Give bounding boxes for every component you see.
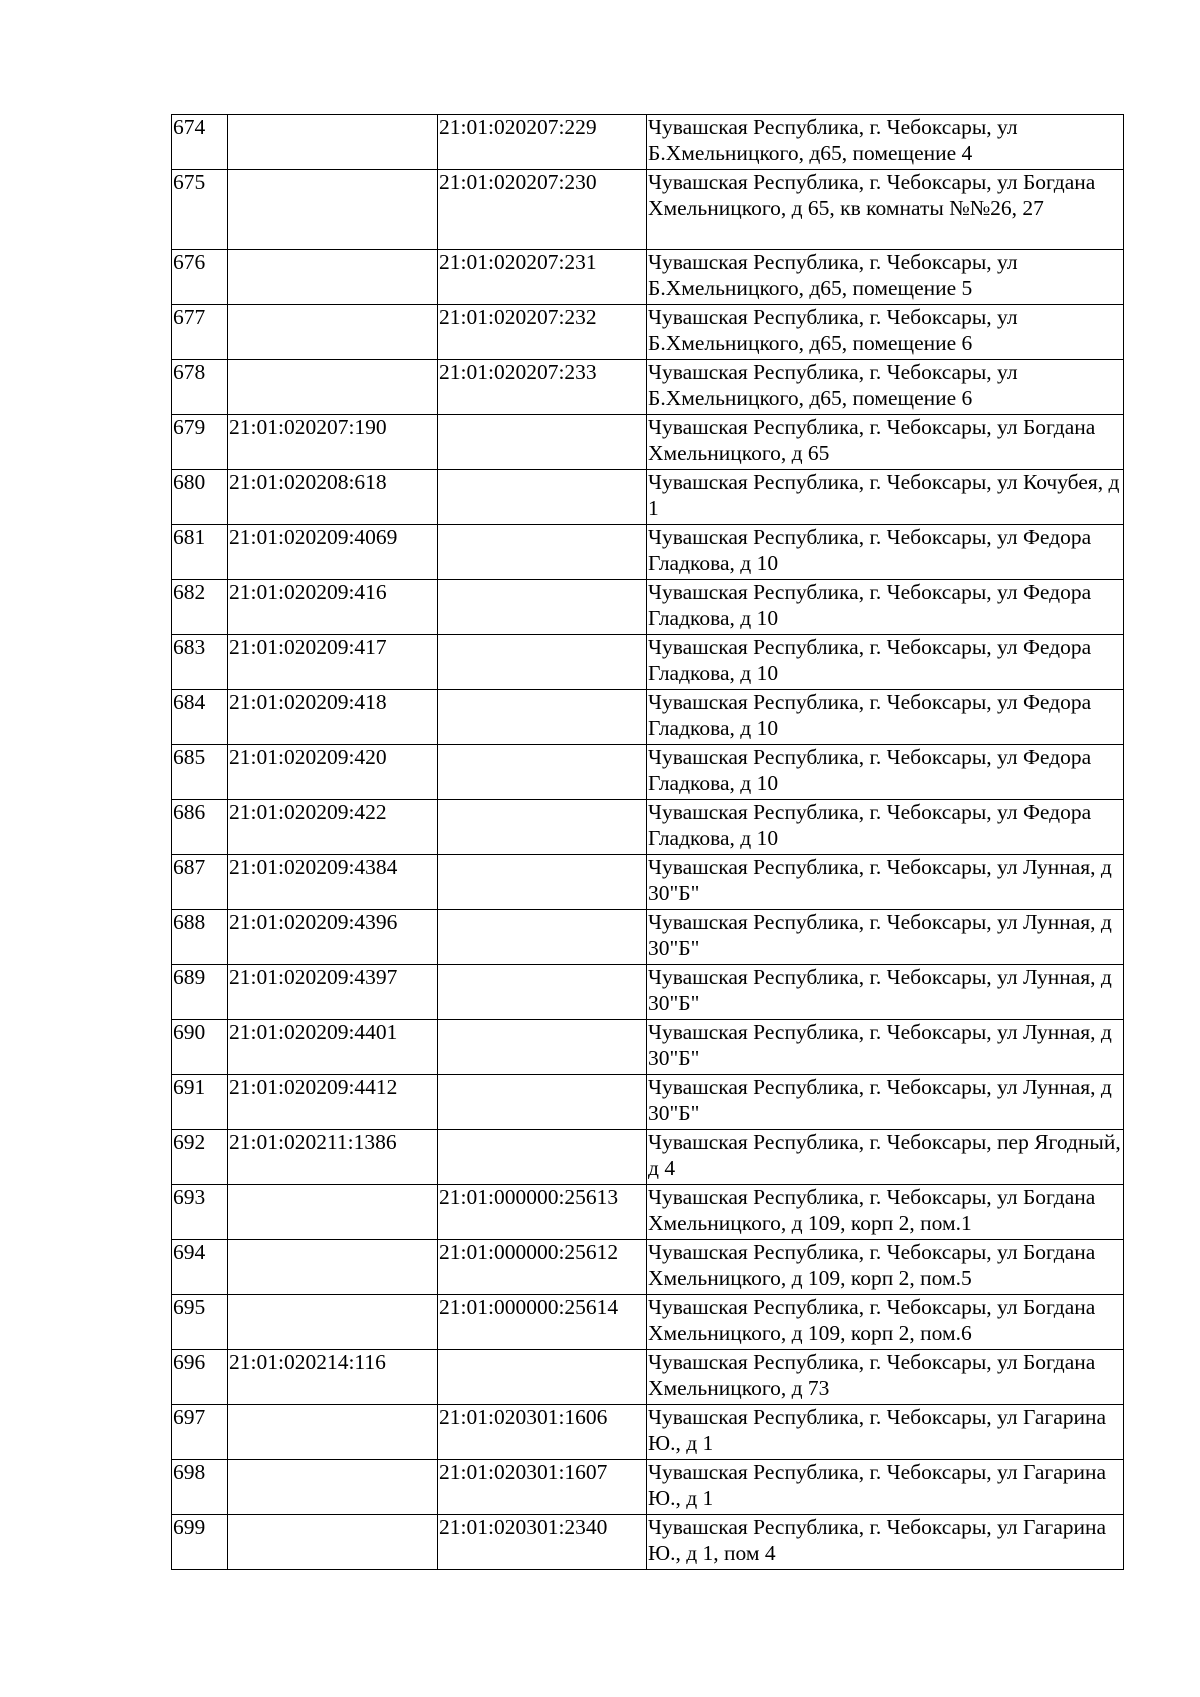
land-cadastral-number-cell: 21:01:020209:4397 bbox=[228, 965, 438, 1020]
address-cell: Чувашская Республика, г. Чебоксары, ул Богдана Хмельницкого, д 65 bbox=[647, 415, 1124, 470]
building-cadastral-number-cell bbox=[438, 580, 647, 635]
address-cell: Чувашская Республика, г. Чебоксары, ул Лунная, д 30"Б" bbox=[647, 855, 1124, 910]
land-cadastral-number-cell bbox=[228, 360, 438, 415]
building-cadastral-number-cell: 21:01:020207:233 bbox=[438, 360, 647, 415]
building-cadastral-number-cell bbox=[438, 855, 647, 910]
table-row bbox=[172, 360, 1124, 415]
land-cadastral-number-cell bbox=[228, 1185, 438, 1240]
table-row bbox=[172, 1350, 1124, 1405]
address-cell: Чувашская Республика, г. Чебоксары, ул Кочубея, д 1 bbox=[647, 470, 1124, 525]
building-cadastral-number-cell bbox=[438, 965, 647, 1020]
table-row bbox=[172, 745, 1124, 800]
table-row bbox=[172, 1295, 1124, 1350]
table-row bbox=[172, 855, 1124, 910]
land-cadastral-number-cell bbox=[228, 1460, 438, 1515]
building-cadastral-number-cell bbox=[438, 470, 647, 525]
building-cadastral-number-cell: 21:01:020207:231 bbox=[438, 250, 647, 305]
land-cadastral-number-cell: 21:01:020214:116 bbox=[228, 1350, 438, 1405]
building-cadastral-number-cell bbox=[438, 1020, 647, 1075]
table-row bbox=[172, 1130, 1124, 1185]
land-cadastral-number-cell: 21:01:020209:416 bbox=[228, 580, 438, 635]
registry-table-body bbox=[172, 115, 1124, 1570]
land-cadastral-number-cell: 21:01:020209:422 bbox=[228, 800, 438, 855]
address-cell: Чувашская Республика, г. Чебоксары, ул Гагарина Ю., д 1 bbox=[647, 1460, 1124, 1515]
address-cell: Чувашская Республика, г. Чебоксары, ул Федора Гладкова, д 10 bbox=[647, 745, 1124, 800]
building-cadastral-number-cell bbox=[438, 415, 647, 470]
building-cadastral-number-cell bbox=[438, 745, 647, 800]
building-cadastral-number-cell bbox=[438, 800, 647, 855]
land-cadastral-number-cell bbox=[228, 1515, 438, 1570]
row-number-cell: 675 bbox=[172, 170, 228, 250]
land-cadastral-number-cell: 21:01:020209:420 bbox=[228, 745, 438, 800]
row-number-cell: 699 bbox=[172, 1515, 228, 1570]
address-cell: Чувашская Республика, г. Чебоксары, ул Лунная, д 30"Б" bbox=[647, 965, 1124, 1020]
row-number-cell: 688 bbox=[172, 910, 228, 965]
table-row bbox=[172, 1020, 1124, 1075]
table-row bbox=[172, 635, 1124, 690]
address-cell: Чувашская Республика, г. Чебоксары, ул Богдана Хмельницкого, д 109, корп 2, пом.6 bbox=[647, 1295, 1124, 1350]
address-cell: Чувашская Республика, г. Чебоксары, ул Лунная, д 30"Б" bbox=[647, 910, 1124, 965]
address-cell: Чувашская Республика, г. Чебоксары, ул Богдана Хмельницкого, д 73 bbox=[647, 1350, 1124, 1405]
row-number-cell: 689 bbox=[172, 965, 228, 1020]
row-number-cell: 695 bbox=[172, 1295, 228, 1350]
table-row bbox=[172, 1515, 1124, 1570]
land-cadastral-number-cell: 21:01:020207:190 bbox=[228, 415, 438, 470]
building-cadastral-number-cell bbox=[438, 635, 647, 690]
address-cell: Чувашская Республика, г. Чебоксары, ул Б.Хмельницкого, д65, помещение 5 bbox=[647, 250, 1124, 305]
building-cadastral-number-cell: 21:01:020301:1606 bbox=[438, 1405, 647, 1460]
address-cell: Чувашская Республика, г. Чебоксары, ул Федора Гладкова, д 10 bbox=[647, 800, 1124, 855]
row-number-cell: 676 bbox=[172, 250, 228, 305]
building-cadastral-number-cell: 21:01:000000:25612 bbox=[438, 1240, 647, 1295]
land-cadastral-number-cell: 21:01:020209:4396 bbox=[228, 910, 438, 965]
address-cell: Чувашская Республика, г. Чебоксары, ул Лунная, д 30"Б" bbox=[647, 1020, 1124, 1075]
building-cadastral-number-cell: 21:01:020207:230 bbox=[438, 170, 647, 250]
land-cadastral-number-cell: 21:01:020209:4069 bbox=[228, 525, 438, 580]
building-cadastral-number-cell bbox=[438, 1075, 647, 1130]
table-row bbox=[172, 525, 1124, 580]
building-cadastral-number-cell: 21:01:020301:2340 bbox=[438, 1515, 647, 1570]
address-cell: Чувашская Республика, г. Чебоксары, ул Федора Гладкова, д 10 bbox=[647, 525, 1124, 580]
building-cadastral-number-cell bbox=[438, 525, 647, 580]
address-cell: Чувашская Республика, г. Чебоксары, ул Гагарина Ю., д 1, пом 4 bbox=[647, 1515, 1124, 1570]
address-cell: Чувашская Республика, г. Чебоксары, ул Богдана Хмельницкого, д 109, корп 2, пом.5 bbox=[647, 1240, 1124, 1295]
address-cell: Чувашская Республика, г. Чебоксары, ул Федора Гладкова, д 10 bbox=[647, 690, 1124, 745]
table-row bbox=[172, 580, 1124, 635]
property-registry-table bbox=[171, 114, 1124, 1570]
row-number-cell: 682 bbox=[172, 580, 228, 635]
row-number-cell: 683 bbox=[172, 635, 228, 690]
land-cadastral-number-cell bbox=[228, 1405, 438, 1460]
land-cadastral-number-cell bbox=[228, 305, 438, 360]
table-row bbox=[172, 305, 1124, 360]
row-number-cell: 685 bbox=[172, 745, 228, 800]
row-number-cell: 677 bbox=[172, 305, 228, 360]
row-number-cell: 680 bbox=[172, 470, 228, 525]
row-number-cell: 674 bbox=[172, 115, 228, 170]
row-number-cell: 693 bbox=[172, 1185, 228, 1240]
row-number-cell: 697 bbox=[172, 1405, 228, 1460]
table-row bbox=[172, 115, 1124, 170]
building-cadastral-number-cell: 21:01:000000:25613 bbox=[438, 1185, 647, 1240]
address-cell: Чувашская Республика, г. Чебоксары, ул Богдана Хмельницкого, д 65, кв комнаты №№26, 27 bbox=[647, 170, 1124, 250]
address-cell: Чувашская Республика, г. Чебоксары, пер Ягодный, д 4 bbox=[647, 1130, 1124, 1185]
building-cadastral-number-cell bbox=[438, 690, 647, 745]
row-number-cell: 694 bbox=[172, 1240, 228, 1295]
building-cadastral-number-cell bbox=[438, 910, 647, 965]
table-row bbox=[172, 1460, 1124, 1515]
land-cadastral-number-cell: 21:01:020209:4401 bbox=[228, 1020, 438, 1075]
table-row bbox=[172, 415, 1124, 470]
row-number-cell: 698 bbox=[172, 1460, 228, 1515]
table-row bbox=[172, 1405, 1124, 1460]
land-cadastral-number-cell: 21:01:020211:1386 bbox=[228, 1130, 438, 1185]
table-row bbox=[172, 1240, 1124, 1295]
address-cell: Чувашская Республика, г. Чебоксары, ул Гагарина Ю., д 1 bbox=[647, 1405, 1124, 1460]
row-number-cell: 696 bbox=[172, 1350, 228, 1405]
address-cell: Чувашская Республика, г. Чебоксары, ул Богдана Хмельницкого, д 109, корп 2, пом.1 bbox=[647, 1185, 1124, 1240]
row-number-cell: 687 bbox=[172, 855, 228, 910]
row-number-cell: 679 bbox=[172, 415, 228, 470]
table-row bbox=[172, 470, 1124, 525]
building-cadastral-number-cell: 21:01:020207:229 bbox=[438, 115, 647, 170]
land-cadastral-number-cell bbox=[228, 1240, 438, 1295]
building-cadastral-number-cell: 21:01:020207:232 bbox=[438, 305, 647, 360]
table-row bbox=[172, 170, 1124, 250]
land-cadastral-number-cell bbox=[228, 250, 438, 305]
building-cadastral-number-cell: 21:01:000000:25614 bbox=[438, 1295, 647, 1350]
table-row bbox=[172, 1185, 1124, 1240]
table-row bbox=[172, 690, 1124, 745]
table-row bbox=[172, 910, 1124, 965]
land-cadastral-number-cell: 21:01:020209:4384 bbox=[228, 855, 438, 910]
address-cell: Чувашская Республика, г. Чебоксары, ул Лунная, д 30"Б" bbox=[647, 1075, 1124, 1130]
row-number-cell: 691 bbox=[172, 1075, 228, 1130]
land-cadastral-number-cell: 21:01:020208:618 bbox=[228, 470, 438, 525]
row-number-cell: 678 bbox=[172, 360, 228, 415]
building-cadastral-number-cell: 21:01:020301:1607 bbox=[438, 1460, 647, 1515]
table-row bbox=[172, 965, 1124, 1020]
land-cadastral-number-cell: 21:01:020209:418 bbox=[228, 690, 438, 745]
row-number-cell: 690 bbox=[172, 1020, 228, 1075]
address-cell: Чувашская Республика, г. Чебоксары, ул Б.Хмельницкого, д65, помещение 6 bbox=[647, 305, 1124, 360]
building-cadastral-number-cell bbox=[438, 1350, 647, 1405]
land-cadastral-number-cell bbox=[228, 170, 438, 250]
building-cadastral-number-cell bbox=[438, 1130, 647, 1185]
table-row bbox=[172, 250, 1124, 305]
row-number-cell: 692 bbox=[172, 1130, 228, 1185]
address-cell: Чувашская Республика, г. Чебоксары, ул Федора Гладкова, д 10 bbox=[647, 580, 1124, 635]
address-cell: Чувашская Республика, г. Чебоксары, ул Б.Хмельницкого, д65, помещение 4 bbox=[647, 115, 1124, 170]
table-row bbox=[172, 1075, 1124, 1130]
row-number-cell: 681 bbox=[172, 525, 228, 580]
land-cadastral-number-cell: 21:01:020209:417 bbox=[228, 635, 438, 690]
row-number-cell: 686 bbox=[172, 800, 228, 855]
land-cadastral-number-cell: 21:01:020209:4412 bbox=[228, 1075, 438, 1130]
land-cadastral-number-cell bbox=[228, 115, 438, 170]
address-cell: Чувашская Республика, г. Чебоксары, ул Федора Гладкова, д 10 bbox=[647, 635, 1124, 690]
table-row bbox=[172, 800, 1124, 855]
land-cadastral-number-cell bbox=[228, 1295, 438, 1350]
address-cell: Чувашская Республика, г. Чебоксары, ул Б.Хмельницкого, д65, помещение 6 bbox=[647, 360, 1124, 415]
row-number-cell: 684 bbox=[172, 690, 228, 745]
